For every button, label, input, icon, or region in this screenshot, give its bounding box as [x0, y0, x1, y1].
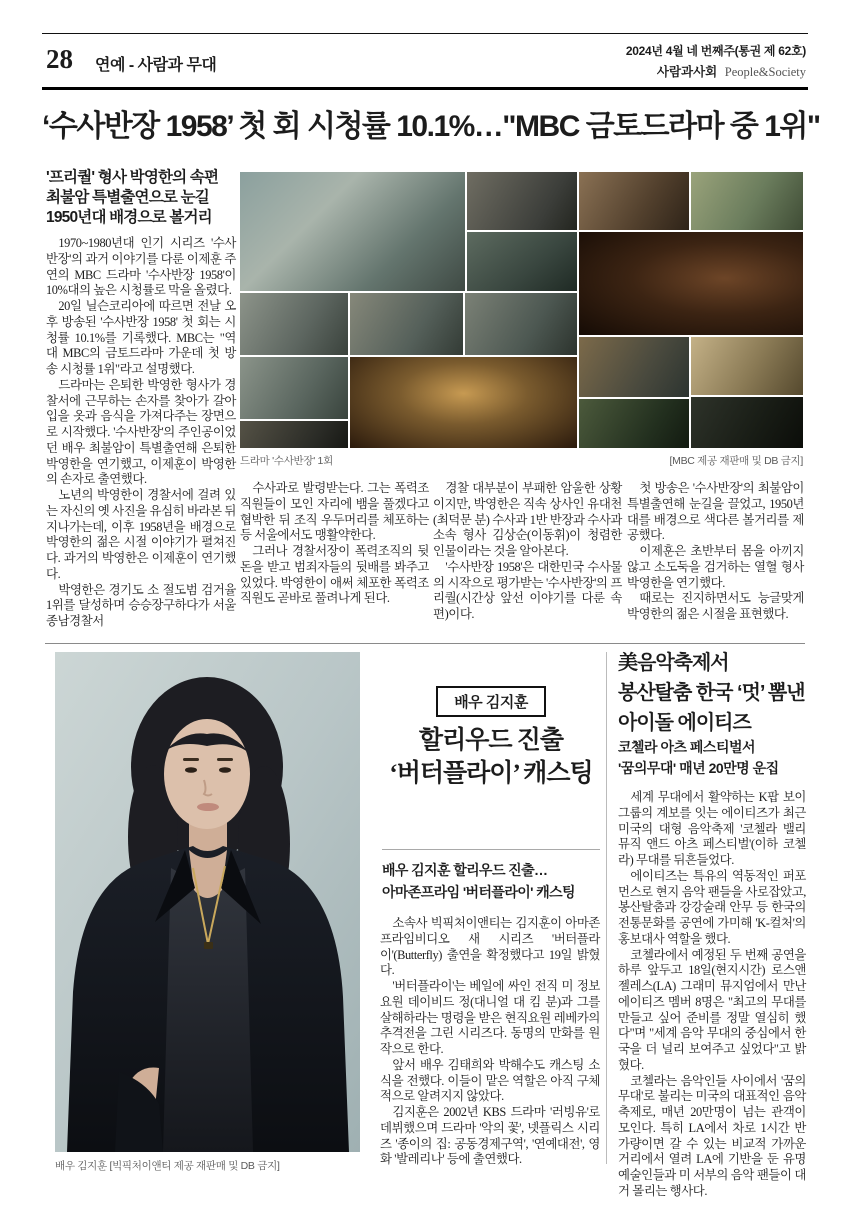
- collage-caption-right: [MBC 제공 재판매 및 DB 금지]: [669, 455, 803, 467]
- lead-subhead: [46, 168, 238, 227]
- ateez-paragraph: 세계 무대에서 활약하는 K팝 보이그룹의 계보를 잇는 에이티즈가 최근 미국의 대형 음악축제 '코첼라 밸리 뮤직 앤드 아츠 페스티벌'(이하 코첼라) 무대를 뒤흔들었다.: [618, 790, 806, 867]
- lead-paragraph: '수사반장 1958'은 대한민국 수사물의 시작으로 평가받는 '수사반장'의 프리퀄(시간상 앞선 이야기를 다룬 속편)이다.: [433, 559, 622, 621]
- page-number: 28: [46, 44, 73, 74]
- edition-block: [626, 42, 806, 80]
- kim-subhead-line: 배우 김지훈 할리우드 진출…: [382, 862, 548, 878]
- drama-still-boy: [240, 357, 348, 419]
- lead-paragraph: 그러나 경찰서장이 폭력조직의 뒷돈을 받고 범죄자들의 뒷배를 봐주고 있었다. 박영한이 애써 체포한 폭력조직원도 곧바로 풀려나게 된다.: [240, 544, 429, 606]
- ateez-subhead: [618, 737, 808, 779]
- kim-portrait-illustration: [55, 652, 360, 1152]
- drama-still-cabinet-man: [579, 337, 689, 397]
- section-divider: [45, 643, 805, 644]
- collage-caption: [240, 453, 803, 468]
- drama-still-desk-man: [467, 232, 577, 291]
- publication-name-en: People&Society: [724, 65, 806, 79]
- publication-name: 사람과사회: [656, 65, 718, 79]
- drama-still-three-men: [240, 421, 348, 448]
- ateez-headline-line: 봉산탈춤 한국 ‘멋’ 뽐낸: [618, 682, 805, 704]
- ateez-subhead-line: 코첼라 아츠 페스티벌서: [618, 739, 756, 755]
- ateez-headline-line: 美음악축제서: [618, 652, 729, 674]
- drama-still-dark-portrait: [579, 232, 803, 335]
- lead-paragraph: 첫 방송은 '수사반장'의 최불암이 특별출연해 눈길을 끌었고, 1950년대를 배경으로 색다른 볼거리를 제공했다.: [627, 481, 804, 543]
- header-bottom-rule: [42, 87, 808, 90]
- lead-paragraph: 수사과로 발령받는다. 그는 폭력조직원들이 모인 자리에 뱀을 풀겠다고 협박한 뒤 조직 우두머리를 체포하는 등 서울에서도 맹활약한다.: [240, 481, 429, 543]
- drama-still-amber-room: [350, 357, 577, 448]
- kim-photo-caption: 배우 김지훈 [빅픽처이앤티 제공 재판매 및 DB 금지]: [55, 1160, 280, 1172]
- lead-paragraph: 경찰 대부분이 부패한 암울한 상황이지만, 박영한은 직속 상사인 유대천(최덕문 분) 수사과 1반 반장과 수사과 소속 형사 김상순(이동휘)이 청렴한 인물이라는 것을 알아본다.: [433, 481, 622, 558]
- lead-paragraph: 20일 닐슨코리아에 따르면 전날 오후 방송된 '수사반장 1958' 첫 회는 시청률 10.1%를 기록했다. MBC는 "역대 MBC의 금토드라마 가운데 첫 방송 시청률 1위"라고 설명했다.: [46, 299, 236, 376]
- drama-still-old-man: [467, 172, 577, 230]
- collage-caption-left: 드라마 '수사반장' 1회: [240, 455, 333, 467]
- lead-paragraph: 1970~1980년대 인기 시리즈 '수사반장'의 과거 이야기를 다룬 이제훈 주연의 MBC 드라마 '수사반장 1958'이 10%대의 높은 시청률로 막을 올렸다.: [46, 236, 236, 298]
- ateez-paragraph: 코첼라에서 예정된 두 번째 공연을 하루 앞두고 18일(현지시간) 로스앤젤레스(LA) 그래미 뮤지엄에서 만난 에이티즈 멤버 8명은 "최고의 무대를 만들고 싶어 준비를 정말 열심히 했다"며 "세계 음악 무대의 중심에서 한국을 더 널리 보여주고 싶었다"고 밝혔다.: [618, 947, 806, 1072]
- drama-still-crowd-scene: [240, 172, 465, 291]
- kim-subhead: [382, 860, 600, 903]
- lead-subhead-line: 1950년대 배경으로 볼거리: [46, 208, 212, 226]
- lead-paragraph: 이제훈은 초반부터 몸을 아끼지 않고 소도둑을 검거하는 열혈 형사 박영한을 연기했다.: [627, 544, 804, 590]
- lead-paragraph: 박영한은 경기도 소 절도범 검거율 1위를 달성하며 승승장구하다가 서울 종남경찰서: [46, 582, 236, 628]
- kim-badge: 배우 김지훈: [436, 686, 546, 717]
- kim-headline-line: 할리우드 진출: [418, 727, 564, 754]
- header-top-rule: [42, 33, 808, 34]
- lead-paragraph: 드라마는 은퇴한 박영한 형사가 경찰서에 근무하는 손자를 찾아가 갈아입을 옷과 음식을 가져다주는 장면으로 시작했다. '수사반장'의 주인공이었던 배우 최불암이 특별출연해 은퇴한 박영한을 연기했고, 이제훈이 박영한의 손자로 출연했다.: [46, 377, 236, 487]
- drama-photo-collage: [240, 172, 803, 448]
- ateez-subhead-line: '꿈의무대' 매년 20만명 운집: [618, 760, 779, 776]
- lead-column-4: [627, 481, 804, 623]
- kim-headline: [374, 724, 608, 790]
- ateez-paragraph: 코첼라는 음악인들 사이에서 '꿈의 무대'로 불리는 미국의 대표적인 음악축제로, 매년 20만명이 넘는 관객이 모인다. 특히 LA에서 차로 1시간 반가량이면 갈 수 있는 비교적 가까운 거리에서 열려 LA에 기반을 둔 유명 예술인들과 미 서부의 음악 팬들이 대거 몰리는 행사다.: [618, 1073, 806, 1198]
- drama-still-two-men: [350, 293, 463, 355]
- kim-portrait-photo: [55, 652, 360, 1152]
- drama-still-street-group: [691, 172, 803, 230]
- ateez-headline-line: 아이돌 에이티즈: [618, 712, 751, 734]
- drama-still-night-fight: [691, 397, 803, 448]
- kim-paragraph: '버터플라이'는 베일에 싸인 전직 미 정보요원 데이비드 정(대니얼 대 킴 분)과 그를 살해하라는 명령을 받은 현직요원 레베카의 추격전을 그린 시리즈다. 동명의 만화를 원작으로 한다.: [380, 979, 600, 1056]
- section-title: 연예 - 사람과 무대: [95, 57, 217, 74]
- lead-subhead-line: '프리퀄' 형사 박영한의 속편: [46, 169, 219, 186]
- kim-subhead-line: 아마존프라임 '버터플라이' 캐스팅: [382, 883, 575, 900]
- lead-subhead-line: 최불암 특별출연으로 눈길: [46, 188, 209, 206]
- drama-still-green-woman: [579, 399, 689, 448]
- drama-still-struggle: [240, 293, 348, 355]
- lead-column-2: [240, 481, 429, 607]
- kim-paragraph: 김지훈은 2002년 KBS 드라마 '러빙유'로 데뷔했으며 드라마 '악의 꽃', 넷플릭스 시리즈 '종이의 집: 공동경제구역', '연예대전', 영화 '발레리나' 등에 출연했다.: [380, 1105, 600, 1167]
- kim-subhead-rule: [382, 849, 600, 850]
- lead-paragraph: 때로는 진지하면서도 능글맞게 박영한의 젊은 시절을 표현했다.: [627, 591, 804, 621]
- kim-paragraph: 앞서 배우 김태희와 박해수도 캐스팅 소식을 전했다. 이들이 맡은 역할은 아직 구체적으로 알려지지 않았다.: [380, 1057, 600, 1104]
- ateez-headline: [618, 648, 808, 738]
- kim-badge-wrap: [382, 686, 600, 717]
- publication-line: [626, 62, 806, 80]
- lead-column-3: [433, 481, 622, 623]
- lead-column-1: [46, 236, 236, 630]
- ateez-body: [618, 790, 806, 1200]
- lead-paragraph: 노년의 박영한이 경찰서에 걸려 있는 자신의 옛 사진을 유심히 바라본 뒤 지나가는데, 이후 1958년을 배경으로 박영한의 젊은 시절 이야기가 펼쳐진다. 과거의 박영한은 이제훈이 연기했다.: [46, 488, 236, 581]
- edition-date: 2024년 4월 네 번째주(통권 제 62호): [625, 44, 806, 58]
- drama-still-raised-hand: [465, 293, 577, 355]
- ateez-paragraph: 에이티즈는 특유의 역동적인 퍼포먼스로 현지 음악 팬들을 사로잡았고, 봉산탈춤과 강강술래 안무 등 한국의 전통문화를 공연에 가미해 'K-컬처'의 홍보대사 역할을 했다.: [618, 868, 806, 946]
- kim-body: [380, 916, 600, 1168]
- kim-paragraph: 소속사 빅픽처이앤티는 김지훈이 아마존프라임비디오 새 시리즈 '버터플라이'(Butterfly) 출연을 확정했다고 19일 밝혔다.: [380, 916, 600, 978]
- drama-still-hay-bales: [691, 337, 803, 395]
- lead-headline: ‘수사반장 1958’ 첫 회 시청률 10.1%…"MBC 금토드라마 중 1위": [42, 110, 820, 143]
- drama-still-jacket-man: [579, 172, 689, 230]
- kim-headline-line: ‘버터플라이’ 캐스팅: [389, 760, 593, 787]
